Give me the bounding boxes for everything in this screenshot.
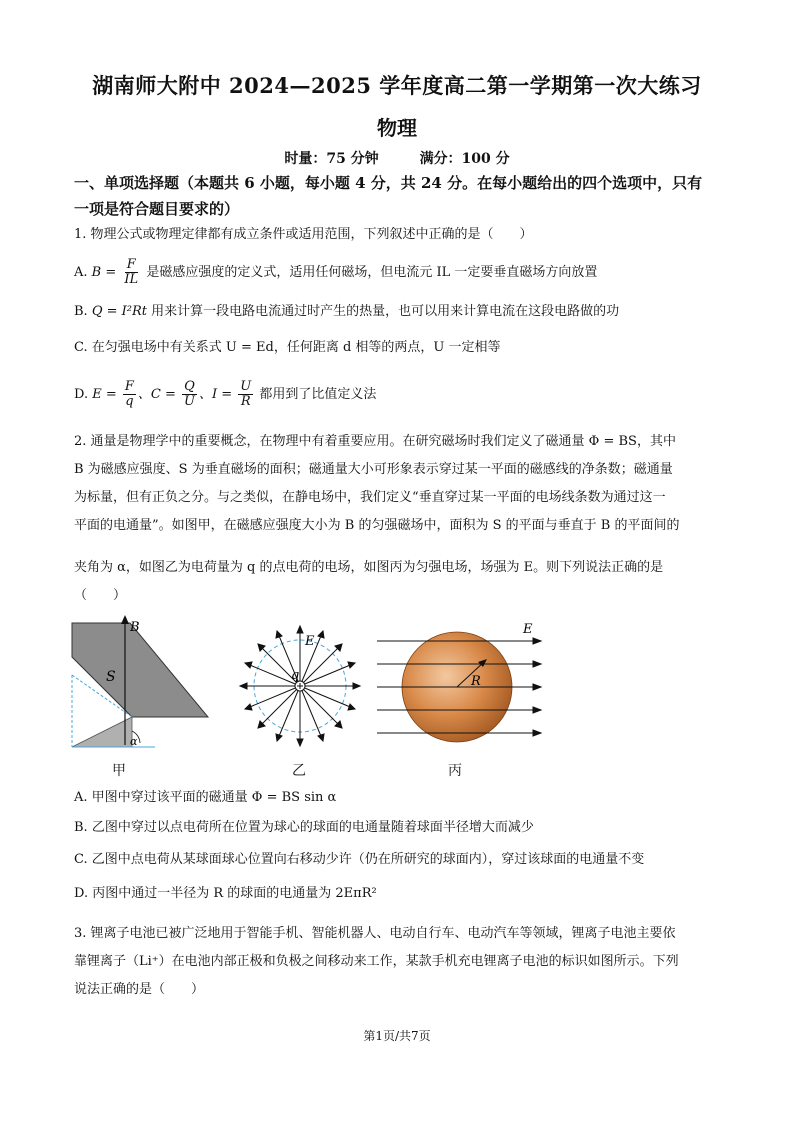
- label-R: R: [471, 674, 481, 689]
- q2-line4: 平面的电通量”。如图甲，在磁感应强度大小为 B 的匀强磁场中，面积为 S 的平面与垂直于 B 的平面间的: [74, 518, 680, 533]
- q2-option-d: D. 丙图中通过一半径为 R 的球面的电通量为 2EπR²: [74, 886, 377, 901]
- time-limit: 时量：75 分钟: [284, 151, 379, 167]
- label-B: B: [130, 620, 140, 635]
- label-q: q: [291, 668, 300, 683]
- q3-line2: 靠锂离子（Li⁺）在电池内部正极和负极之间移动来工作，某款手机充电锂离子电池的标识如图所示。下列: [74, 954, 679, 969]
- fraction: $\frac{U}{R}$: [240, 379, 252, 409]
- figure-bing: [375, 615, 545, 755]
- label-S: S: [106, 669, 116, 685]
- page-number: 第1页/共7页: [363, 1029, 431, 1043]
- figure-jia: [70, 615, 220, 755]
- q1-a-text: 是磁感应强度的定义式，适用任何磁场，但电流元 IL 一定要垂直磁场方向放置: [146, 265, 598, 280]
- figure-yi: [235, 621, 365, 751]
- fraction: $\frac{F}{IL}$: [124, 257, 139, 287]
- exam-meta: [0, 148, 794, 168]
- label-E-field: E: [523, 622, 533, 637]
- q2-line2: B 为磁感应强度、S 为垂直磁场的面积；磁通量大小可形象表示穿过某一平面的磁感线的净条数；磁通量: [74, 462, 673, 477]
- q1-a-prefix: A.: [74, 265, 88, 280]
- q2-line5: 夹角为 α，如图乙为电荷量为 q 的点电荷的电场，如图丙为匀强电场，场强为 E。则下列说法正确的是: [74, 560, 664, 575]
- q2-figures: [70, 615, 730, 780]
- fraction: $\frac{Q}{U}$: [184, 379, 195, 409]
- tilted-plane: [72, 623, 208, 717]
- label-E: E: [305, 634, 315, 649]
- q3-line1: 3. 锂离子电池已被广泛地用于智能手机、智能机器人、电动自行车、电动汽车等领域，锂离子电池主要依: [74, 926, 676, 941]
- full-score: 满分：100 分: [419, 151, 510, 167]
- q2-line3: 为标量，但有正负之分。与之类似，在静电场中，我们定义“垂直穿过某一平面的电场线条数为通过这一: [74, 490, 666, 505]
- q1-d-prefix: D.: [74, 387, 89, 402]
- q1-b-formula: Q = I²Rt: [91, 304, 148, 319]
- section-heading-line2: 一项是符合题目要求的）: [74, 200, 240, 218]
- q1-d-text: 都用到了比值定义法: [259, 387, 377, 402]
- q1-b-text: 用来计算一段电路电流通过时产生的热量，也可以用来计算电流在这段电路做的功: [151, 304, 620, 319]
- label-alpha: α: [130, 735, 138, 748]
- section-heading-line1: 一、单项选择题（本题共 6 小题，每小题 4 分，共 24 分。在每小题给出的四个选项中，只有: [74, 174, 703, 192]
- q3-line3: 说法正确的是（ ）: [74, 982, 205, 997]
- q1-option-a: [74, 258, 734, 287]
- subject-title: 物理: [377, 116, 417, 140]
- q1-d-formulas: E = $\frac{F}{q}$ 、C = $\frac{Q}{U}$ 、I = $\frac{U}{R}$: [92, 379, 252, 409]
- projection-shadow: [72, 717, 132, 747]
- q1-a-formula: B = $\frac{F}{IL}$: [91, 257, 139, 287]
- q1-b-prefix: B.: [74, 304, 88, 319]
- q1-option-d: [74, 380, 734, 409]
- figure-label-bing: 丙: [448, 763, 462, 779]
- fraction: $\frac{F}{q}$: [124, 379, 134, 409]
- exam-title: 湖南师大附中 2024—2025 学年度高二第一学期第一次大练习: [92, 73, 702, 98]
- q2-option-c: C. 乙图中点电荷从某球面球心位置向右移动少许（仍在所研究的球面内），穿过该球面的电通量不变: [74, 852, 645, 867]
- q2-line6: （ ）: [74, 588, 127, 603]
- q1-option-c: [74, 338, 734, 358]
- figure-label-yi: 乙: [292, 763, 306, 779]
- q1-stem: 1. 物理公式或物理定律都有成立条件或适用范围，下列叙述中正确的是（ ）: [74, 227, 533, 242]
- q1-option-b: [74, 302, 734, 322]
- q2-option-a: A. 甲图中穿过该平面的磁通量 Φ = BS sin α: [74, 790, 337, 805]
- figure-label-jia: 甲: [112, 763, 126, 779]
- q2-line1: 2. 通量是物理学中的重要概念，在物理中有着重要应用。在研究磁场时我们定义了磁通量 Φ = BS，其中: [74, 434, 676, 449]
- q1-c-text: 在匀强电场中有关系式 U = Ed，任何距离 d 相等的两点，U 一定相等: [91, 340, 501, 355]
- q1-c-prefix: C.: [74, 340, 88, 355]
- section-heading: [74, 170, 734, 222]
- q2-option-b: B. 乙图中穿过以点电荷所在位置为球心的球面的电通量随着球面半径增大而减少: [74, 820, 534, 835]
